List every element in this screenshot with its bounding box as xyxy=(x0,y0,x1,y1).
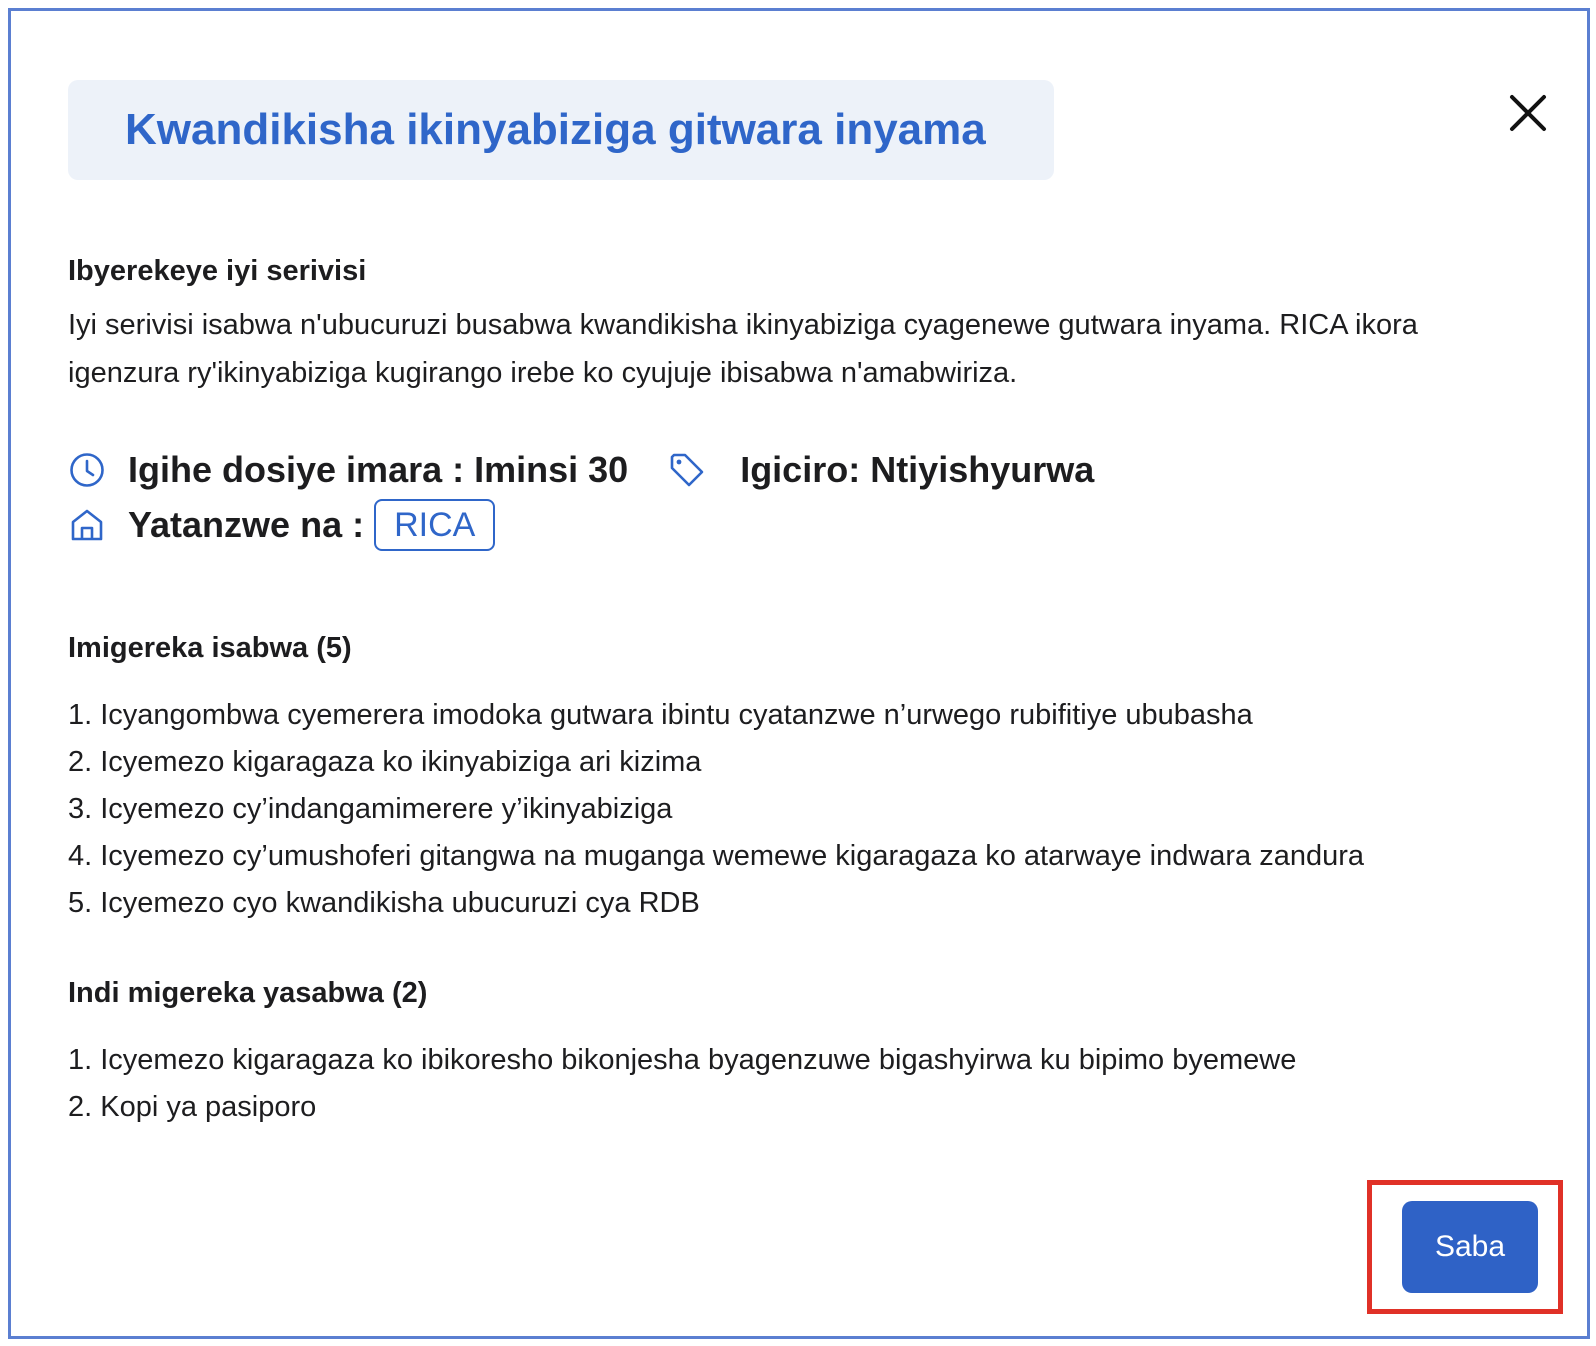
apply-button[interactable]: Saba xyxy=(1402,1201,1538,1293)
meta-row-provider xyxy=(68,499,495,551)
list-item: 2. Icyemezo kigaragaza ko ikinyabiziga ari kizima xyxy=(68,746,702,778)
list-item: 4. Icyemezo cy’umushoferi gitangwa na muganga wemewe kigaragaza ko atarwaye indwara zandura xyxy=(68,840,1365,872)
required-documents-heading: Imigereka isabwa (5) xyxy=(68,632,352,664)
duration-text: Igihe dosiye imara : Iminsi 30 xyxy=(128,449,629,490)
close-icon[interactable] xyxy=(1505,90,1551,136)
price-text: Igiciro: Ntiyishyurwa xyxy=(740,449,1095,490)
title-banner xyxy=(68,80,1054,180)
list-item: 2. Kopi ya pasiporo xyxy=(68,1091,317,1123)
about-heading: Ibyerekeye iyi serivisi xyxy=(68,255,367,287)
service-description: Iyi serivisi isabwa n'ubucuruzi busabwa kwandikisha ikinyabiziga cyagenewe gutwara inyama. RICA ikora igenzura ry'ikinyabiziga kugirango irebe ko cyujuje ibisabwa n'amabwiriza. xyxy=(68,309,1418,389)
tag-icon xyxy=(668,451,706,489)
list-item: 3. Icyemezo cy’indangamimerere y’ikinyabiziga xyxy=(68,793,673,825)
meta-row-duration-price xyxy=(68,449,1094,491)
list-item: 1. Icyemezo kigaragaza ko ibikoresho bikonjesha byagenzuwe bigashyirwa ku bipimo byemewe xyxy=(68,1044,1297,1076)
list-item: 1. Icyangombwa cyemerera imodoka gutwara ibintu cyatanzwe n’urwego rubifitiye ububasha xyxy=(68,699,1253,731)
dialog-title: Kwandikisha ikinyabiziga gitwara inyama xyxy=(125,105,986,154)
clock-icon xyxy=(68,451,106,489)
provider-label: Yatanzwe na : xyxy=(128,504,365,545)
other-documents-list xyxy=(68,1037,1296,1131)
provider-badge[interactable]: RICA xyxy=(374,499,495,551)
home-icon xyxy=(68,506,106,544)
list-item: 5. Icyemezo cyo kwandikisha ubucuruzi cya RDB xyxy=(68,887,700,919)
required-documents-list xyxy=(68,692,1364,927)
other-documents-heading: Indi migereka yasabwa (2) xyxy=(68,977,428,1009)
service-dialog xyxy=(8,8,1590,1339)
